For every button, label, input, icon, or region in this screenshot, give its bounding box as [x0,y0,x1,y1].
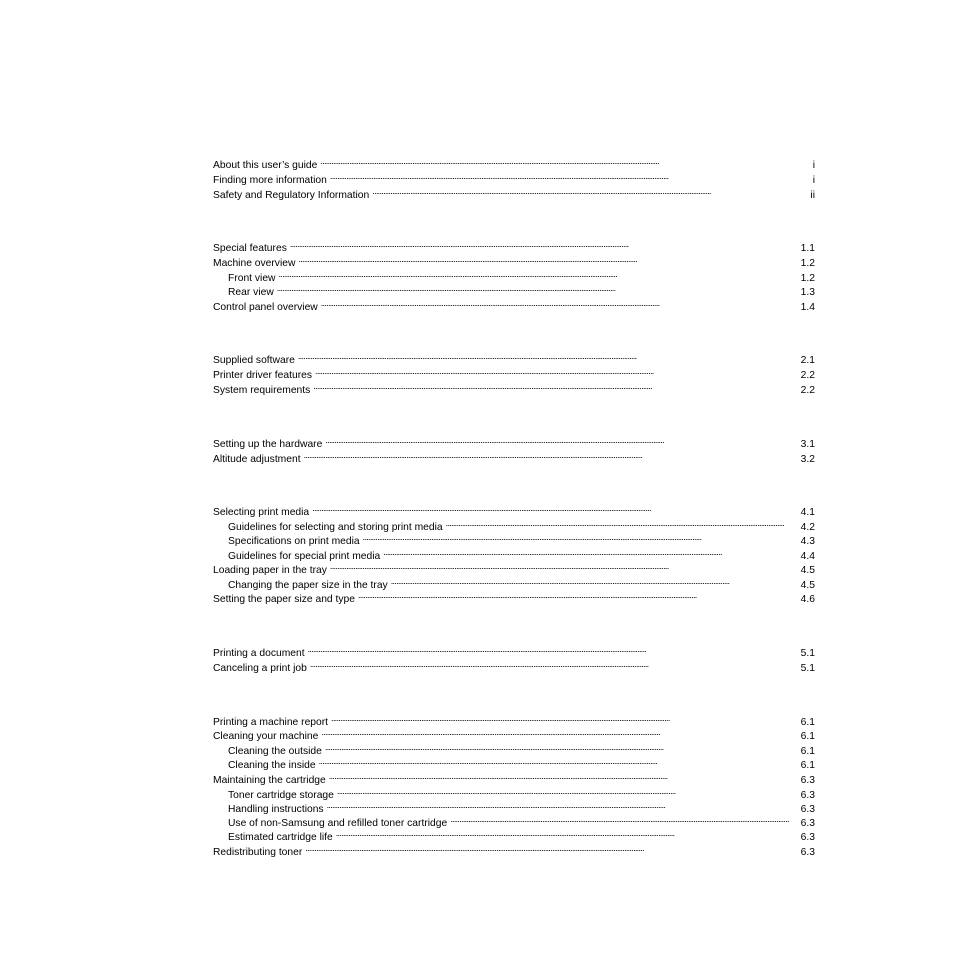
entry-title: Guidelines for selecting and storing print media [228,522,443,534]
entry-page: 1.4 [800,301,815,313]
toc-entry[interactable] [213,448,815,463]
toc-entry[interactable] [213,252,815,270]
entry-title: Finding more information [213,174,327,186]
dot-leader [320,154,810,168]
dot-leader [304,448,799,462]
toc-entry[interactable] [213,433,815,448]
toc-section [213,154,815,201]
entry-page: 4.5 [800,565,815,577]
entry-title: Specifications on print media [228,536,360,548]
entry-page: 6.3 [800,832,815,844]
entry-page: 5.1 [800,647,815,659]
entry-page: 3.1 [800,438,815,450]
dot-leader [331,711,799,725]
dot-leader [321,725,798,739]
dot-leader [313,379,798,393]
entry-page: 4.3 [800,536,815,548]
dot-leader [372,184,808,198]
entry-title: Guidelines for special print media [228,550,381,562]
dot-leader [325,740,799,754]
entry-title: Special features [213,243,287,255]
entry-page: 6.3 [800,818,815,830]
entry-page: 1.2 [800,272,815,284]
entry-title: System requirements [213,384,311,396]
toc-entry[interactable] [213,296,815,311]
dot-leader [279,267,799,281]
dot-leader [325,433,798,447]
entry-title: Supplied software [213,355,295,367]
entry-page: 2.2 [800,370,815,382]
entry-title: Maintaining the cartridge [213,774,326,786]
entry-page: 6.3 [800,789,815,801]
entry-title: Selecting print media [213,507,310,519]
entry-title: Altitude adjustment [213,453,301,465]
entry-title: Handling instructions [228,803,324,815]
entry-page: 1.3 [800,287,815,299]
dot-leader [321,296,799,310]
entry-page: 2.1 [800,355,815,367]
toc-entry[interactable] [213,364,815,382]
entry-page: 6.1 [800,731,815,743]
entry-title: Printing a machine report [213,716,329,728]
dot-leader [330,559,799,573]
entry-page: 5.1 [800,662,815,674]
entry-title: About this user’s guide [213,160,318,171]
entry-title: Estimated cartridge life [228,832,333,844]
entry-page: 4.1 [800,507,815,519]
toc-entry[interactable] [213,237,815,255]
toc-section [213,501,815,606]
entry-title: Redistributing toner [213,846,303,858]
toc-section [213,349,815,396]
entry-title: Control panel overview [213,301,318,313]
dot-leader [391,574,799,588]
toc-entry[interactable] [213,349,815,367]
entry-title: Printer driver features [213,370,313,382]
dot-leader [337,784,799,798]
table-of-contents [213,154,815,856]
entry-page: 1.2 [800,258,815,270]
dot-leader [298,252,798,266]
entry-title: Setting up the hardware [213,438,323,450]
entry-page: ii [810,189,815,201]
dot-leader [446,516,799,530]
dot-leader [327,798,799,812]
entry-page: 4.4 [800,550,815,562]
entry-title: Toner cartridge storage [228,789,334,801]
dot-leader [277,281,799,295]
dot-leader [290,237,799,251]
dot-leader [363,530,799,544]
entry-page: 6.1 [800,716,815,728]
dot-leader [450,812,798,826]
entry-title: Changing the paper size in the tray [228,579,388,591]
entry-page: 4.6 [800,594,815,606]
entry-page: 4.2 [800,522,815,534]
entry-page: 1.1 [800,243,815,255]
entry-page: 6.3 [800,774,815,786]
dot-leader [305,841,798,855]
dot-leader [336,826,799,840]
entry-page: 6.3 [800,846,815,858]
entry-title: Cleaning the inside [228,760,316,772]
entry-page: 6.3 [800,803,815,815]
toc-entry[interactable] [213,642,815,657]
toc-entry[interactable] [213,711,815,726]
entry-page: 4.5 [800,579,815,591]
entry-title: Cleaning your machine [213,731,319,743]
dot-leader [308,642,799,656]
entry-title: Machine overview [213,258,296,270]
entry-page: 2.2 [800,384,815,396]
entry-title: Setting the paper size and type [213,594,355,606]
entry-page: 3.2 [800,453,815,465]
dot-leader [315,364,799,378]
dot-leader [358,588,799,602]
entry-page: 6.1 [800,760,815,772]
dot-leader [312,501,799,515]
dot-leader [330,169,811,183]
dot-leader [310,657,799,671]
toc-subentry[interactable] [213,281,815,299]
entry-title: Canceling a print job [213,662,307,674]
dot-leader [298,349,799,363]
dot-leader [383,545,798,559]
entry-title: Cleaning the outside [228,746,322,758]
toc-entry[interactable] [213,501,815,519]
entry-title: Use of non-Samsung and refilled toner cartridge [228,818,448,830]
toc-section [213,433,815,463]
dot-leader [319,754,799,768]
entry-title: Front view [228,272,276,284]
dot-leader [329,769,799,783]
entry-page: 6.1 [800,746,815,758]
toc-entry[interactable] [213,154,815,169]
entry-title: Loading paper in the tray [213,565,327,577]
toc-section [213,642,815,672]
entry-page: i [812,160,815,171]
entry-title: Safety and Regulatory Information [213,189,370,201]
entry-title: Printing a document [213,647,305,659]
toc-subentry[interactable] [213,267,815,284]
toc-section [213,711,815,856]
entry-title: Rear view [228,287,274,299]
entry-page: i [812,174,815,186]
toc-section [213,237,815,313]
